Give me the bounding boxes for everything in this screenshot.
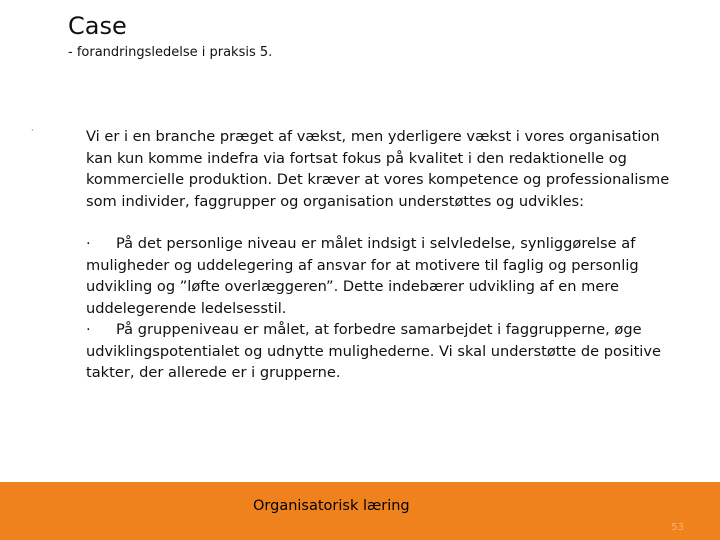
slide-title: Case bbox=[68, 12, 127, 40]
bullet-dot: · bbox=[31, 126, 34, 135]
sub-bullet-marker: · bbox=[86, 321, 91, 338]
sub-bullet-personal bbox=[86, 233, 686, 319]
sub-bullet-marker: · bbox=[86, 235, 91, 252]
paragraph-gap bbox=[86, 212, 686, 233]
sub-bullet-group bbox=[86, 319, 686, 384]
intro-paragraph: Vi er i en branche præget af vækst, men yderligere vækst i vores organisation kan kun komme indefra via fortsat fokus på kvalitet i den redaktionelle og kommercielle produktion. Det kræver at vores kompetence og professionalisme som individer, faggrupper og organisation understøttes og udvikles: bbox=[86, 128, 670, 210]
sub-bullet-text: På det personlige niveau er målet indsigt i selvledelse, synliggørelse af muligheder og uddelegering af ansvar for at motivere til faglig og personlig udvikling og ”løfte overlæggeren”. Dette indebærer udvikling af en mere uddelegerende ledelsesstil. bbox=[86, 235, 639, 317]
slide-subtitle: - forandringsledelse i praksis 5. bbox=[68, 45, 273, 60]
footer-label: Organisatorisk læring bbox=[253, 498, 410, 514]
sub-bullet-text: På gruppeniveau er målet, at forbedre samarbejdet i faggrupperne, øge udviklingspotentialet og udnytte mulighederne. Vi skal understøtte de positive takter, der allerede er i grupperne. bbox=[86, 321, 661, 381]
page-number: 53 bbox=[671, 522, 684, 533]
body-text bbox=[86, 126, 686, 384]
footer-bar bbox=[0, 482, 720, 540]
